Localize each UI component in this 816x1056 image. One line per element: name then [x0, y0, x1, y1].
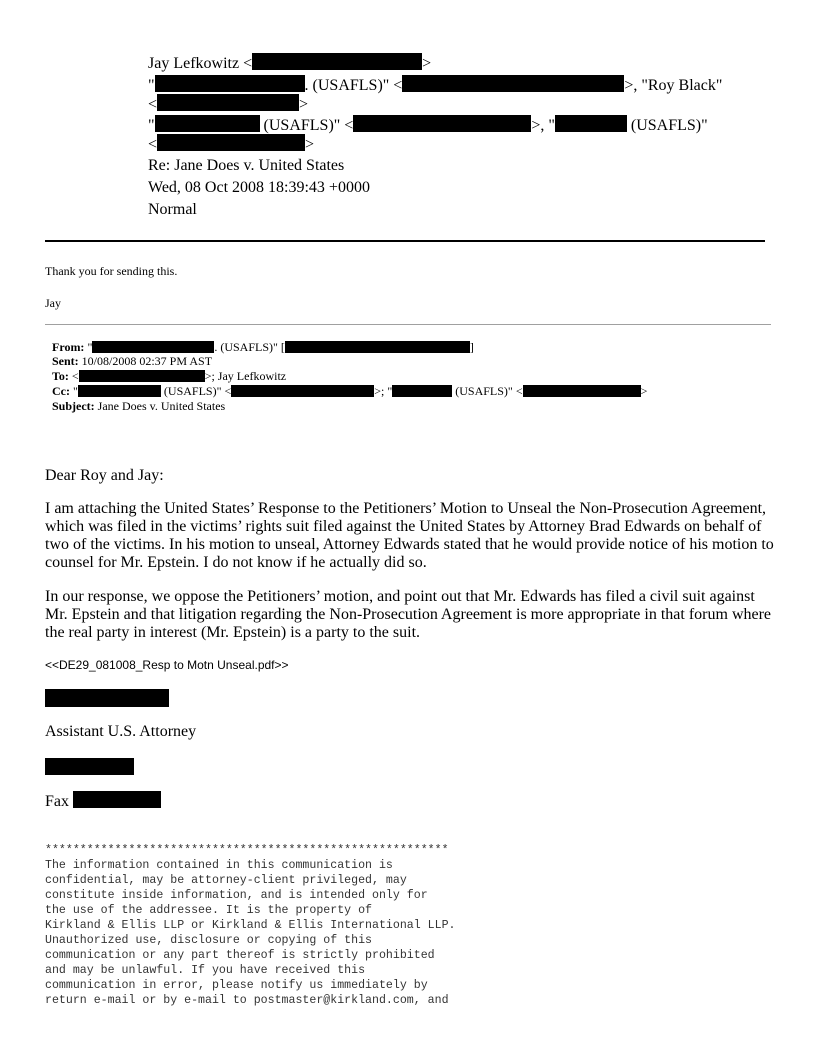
- redaction-bar: [78, 385, 161, 397]
- redaction-bar: [157, 134, 305, 151]
- reply-text: Thank you for sending this.: [45, 264, 178, 278]
- forwarded-to-row: To: < >; Jay Lefkowitz: [52, 369, 287, 383]
- redaction-bar: [155, 75, 305, 92]
- redacted-phone: [45, 758, 134, 775]
- redaction-bar: [555, 115, 627, 132]
- fax-label: Fax: [45, 793, 69, 810]
- redaction-bar: [523, 385, 641, 397]
- redaction-bar: [79, 370, 205, 382]
- signature-title: Assistant U.S. Attorney: [45, 723, 197, 740]
- redaction-bar: [353, 115, 531, 132]
- redaction-bar: [252, 53, 422, 70]
- subject-value: Re: Jane Does v. United States: [148, 157, 345, 174]
- from-value: Jay Lefkowitz < >: [148, 55, 432, 72]
- header-divider: [45, 240, 765, 242]
- redaction-bar: [92, 341, 214, 353]
- to-value: " . (USAFLS)" < >, "Roy Black": [148, 77, 723, 94]
- redaction-bar: [157, 94, 299, 111]
- cc-value: " (USAFLS)" < >, " (USAFLS)": [148, 117, 708, 134]
- forwarded-subject-row: Subject: Jane Does v. United States: [52, 399, 226, 413]
- attachment-link[interactable]: <<DE29_081008_Resp to Motn Unseal.pdf>>: [45, 658, 289, 672]
- reply-divider: [45, 324, 771, 325]
- letter-greeting: Dear Roy and Jay:: [45, 467, 164, 484]
- legal-disclaimer: ********************************************************** The information contained in this communication is confidential, may be attorney-client privileged, may constitute inside information, and is intended only for the use of the addressee. It is the property of Kirkland & Ellis LLP or Kirkland & Ellis International LLP. Unauthorized use, disclosure or copying of this communication or any part thereof is strictly prohibited and may be unlawful. If you have received this communication in error, please notify us immediately by return e-mail or by e-mail to postmaster@kirkland.com, and: [45, 844, 456, 1007]
- redacted-name: [45, 689, 169, 707]
- fax-row: [45, 791, 161, 811]
- redaction-bar: [155, 115, 260, 132]
- redaction-bar: [392, 385, 452, 397]
- reply-signature: Jay: [45, 296, 61, 310]
- forwarded-cc-row: Cc: " (USAFLS)" < >; " (USAFLS)" < >: [52, 384, 648, 398]
- letter-paragraph-1: I am attaching the United States’ Response to the Petitioners’ Motion to Unseal the Non-Prosecution Agreement, which was filed in the victims’ rights suit filed against the United States by Attorney Brad Edwards on behalf of two of the victims. In his motion to unseal, Attorney Edwards stated that he would provide notice of his motion to counsel for Mr. Epstein. I do not know if he actually did so.: [45, 500, 774, 571]
- redaction-bar: [231, 385, 374, 397]
- date-value: Wed, 08 Oct 2008 18:39:43 +0000: [148, 179, 370, 196]
- redaction-bar: [402, 75, 624, 92]
- letter-paragraph-2: In our response, we oppose the Petitioners’ motion, and point out that Mr. Edwards has filed a civil suit against Mr. Epstein and that litigation regarding the Non-Prosecution Agreement is more appropriate in that forum where the real party in interest (Mr. Epstein) is a party to the suit.: [45, 588, 772, 641]
- redaction-bar: [73, 791, 161, 808]
- redaction-bar: [285, 341, 470, 353]
- forwarded-from-row: From: " . (USAFLS)" [ ]: [52, 340, 474, 354]
- importance-value: Normal: [148, 201, 197, 218]
- forwarded-sent-row: Sent: 10/08/2008 02:37 PM AST: [52, 354, 213, 368]
